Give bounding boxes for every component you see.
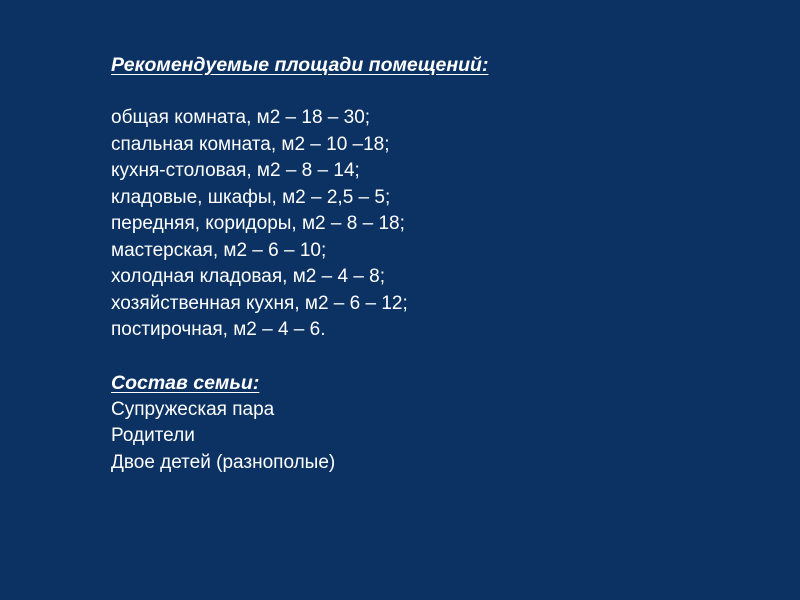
area-item-storage: кладовые, шкафы, м2 – 2,5 – 5; — [111, 186, 391, 208]
family-item-children: Двое детей (разнополые) — [111, 451, 336, 473]
slide-content — [111, 52, 771, 476]
area-item-bedroom: спальная комната, м2 – 10 –18; — [111, 133, 390, 155]
family-item-parents: Родители — [111, 425, 195, 446]
area-item-hallway: передняя, коридоры, м2 – 8 – 18; — [111, 213, 405, 234]
area-item-kitchen-dining: кухня-столовая, м2 – 8 – 14; — [111, 160, 360, 181]
area-item-laundry: постирочная, м2 – 4 – 6. — [111, 319, 326, 340]
recommended-areas-heading: Рекомендуемые площади помещений: — [111, 54, 489, 76]
family-list — [111, 397, 771, 477]
area-item-utility-kitchen: хозяйственная кухня, м2 – 6 – 12; — [111, 292, 408, 314]
area-item-workshop: мастерская, м2 – 6 – 10; — [111, 239, 327, 261]
recommended-areas-list — [111, 105, 771, 344]
family-heading: Состав семьи: — [111, 372, 260, 394]
spacer — [111, 79, 771, 106]
spacer — [111, 344, 771, 371]
family-item-couple: Супружеская пара — [111, 398, 275, 420]
area-item-common-room: общая комната, м2 – 18 – 30; — [111, 107, 371, 128]
area-item-cold-storage: холодная кладовая, м2 – 4 – 8; — [111, 266, 386, 287]
